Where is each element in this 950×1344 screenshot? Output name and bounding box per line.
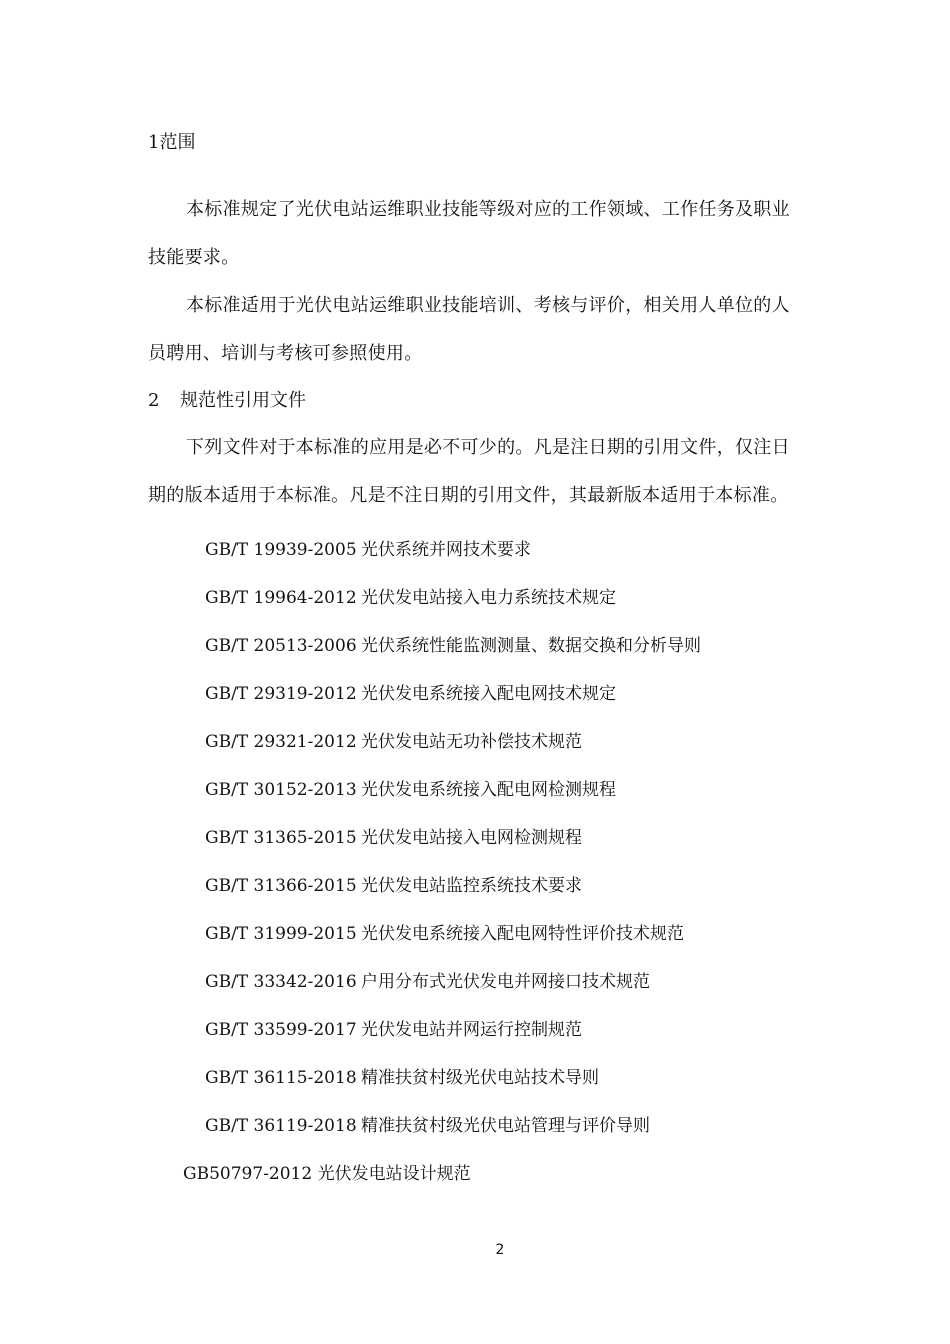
section-2-number: 2 bbox=[148, 390, 160, 411]
section-1-number: 1 bbox=[148, 132, 160, 153]
reference-item bbox=[205, 538, 531, 562]
reference-item bbox=[205, 730, 582, 754]
reference-title: 光伏发电系统接入配电网检测规程 bbox=[361, 780, 616, 800]
reference-code: GB/T 31999-2015 bbox=[205, 924, 357, 944]
reference-title: 光伏发电站无功补偿技术规范 bbox=[361, 732, 582, 752]
reference-title: 光伏系统性能监测测量、数据交换和分析导则 bbox=[361, 636, 701, 656]
reference-item bbox=[205, 1018, 582, 1042]
reference-code: GB/T 33599-2017 bbox=[205, 1020, 357, 1040]
section-2-paragraph-line-1: 下列文件对于本标准的应用是必不可少的。凡是注日期的引用文件，仅注日 bbox=[186, 437, 790, 458]
reference-code: GB/T 29321-2012 bbox=[205, 732, 357, 752]
section-2-paragraph-line-2: 期的版本适用于本标准。凡是不注日期的引用文件，其最新版本适用于本标准。 bbox=[148, 485, 789, 506]
section-2-title: 规范性引用文件 bbox=[180, 390, 306, 411]
reference-code: GB/T 20513-2006 bbox=[205, 636, 357, 656]
reference-title: 光伏发电站并网运行控制规范 bbox=[361, 1020, 582, 1040]
section-1-paragraph-2-line-1: 本标准适用于光伏电站运维职业技能培训、考核与评价，相关用人单位的人 bbox=[186, 295, 790, 316]
reference-title: 户用分布式光伏发电并网接口技术规范 bbox=[361, 972, 650, 992]
reference-code: GB/T 36115-2018 bbox=[205, 1068, 357, 1088]
reference-code: GB/T 30152-2013 bbox=[205, 780, 357, 800]
section-2-heading bbox=[148, 389, 306, 413]
reference-item bbox=[205, 634, 701, 658]
reference-item bbox=[205, 922, 684, 946]
section-1-paragraph-1-line-2: 技能要求。 bbox=[148, 247, 240, 268]
reference-title: 光伏系统并网技术要求 bbox=[361, 540, 531, 560]
reference-code: GB/T 33342-2016 bbox=[205, 972, 357, 992]
section-1-heading bbox=[148, 131, 195, 155]
reference-code: GB/T 31366-2015 bbox=[205, 876, 357, 896]
section-1-paragraph-1-line-1: 本标准规定了光伏电站运维职业技能等级对应的工作领域、工作任务及职业 bbox=[186, 199, 790, 220]
page-number: 2 bbox=[495, 1242, 505, 1258]
reference-item bbox=[205, 682, 616, 706]
reference-title: 光伏发电系统接入配电网特性评价技术规范 bbox=[361, 924, 684, 944]
reference-item bbox=[205, 586, 616, 610]
section-1-title: 范围 bbox=[159, 132, 196, 153]
reference-item bbox=[205, 970, 650, 994]
reference-item bbox=[205, 826, 582, 850]
reference-code: GB/T 19964-2012 bbox=[205, 588, 357, 608]
reference-code: GB/T 31365-2015 bbox=[205, 828, 357, 848]
reference-item bbox=[205, 1066, 599, 1090]
section-1-paragraph-2-line-2: 员聘用、培训与考核可参照使用。 bbox=[148, 343, 423, 364]
reference-code: GB/T 29319-2012 bbox=[205, 684, 357, 704]
reference-title: 精准扶贫村级光伏电站管理与评价导则 bbox=[361, 1116, 650, 1136]
reference-title: 光伏发电站接入电网检测规程 bbox=[361, 828, 582, 848]
reference-item bbox=[205, 1114, 650, 1138]
reference-title: 精准扶贫村级光伏电站技术导则 bbox=[361, 1068, 599, 1088]
reference-title: 光伏发电站监控系统技术要求 bbox=[361, 876, 582, 896]
reference-item-last: GB50797-2012 光伏发电站设计规范 bbox=[183, 1164, 471, 1184]
reference-code: GB/T 19939-2005 bbox=[205, 540, 357, 560]
reference-title: 光伏发电系统接入配电网技术规定 bbox=[361, 684, 616, 704]
reference-item bbox=[205, 874, 582, 898]
reference-item bbox=[205, 778, 616, 802]
reference-title: 光伏发电站接入电力系统技术规定 bbox=[361, 588, 616, 608]
reference-code: GB/T 36119-2018 bbox=[205, 1116, 357, 1136]
